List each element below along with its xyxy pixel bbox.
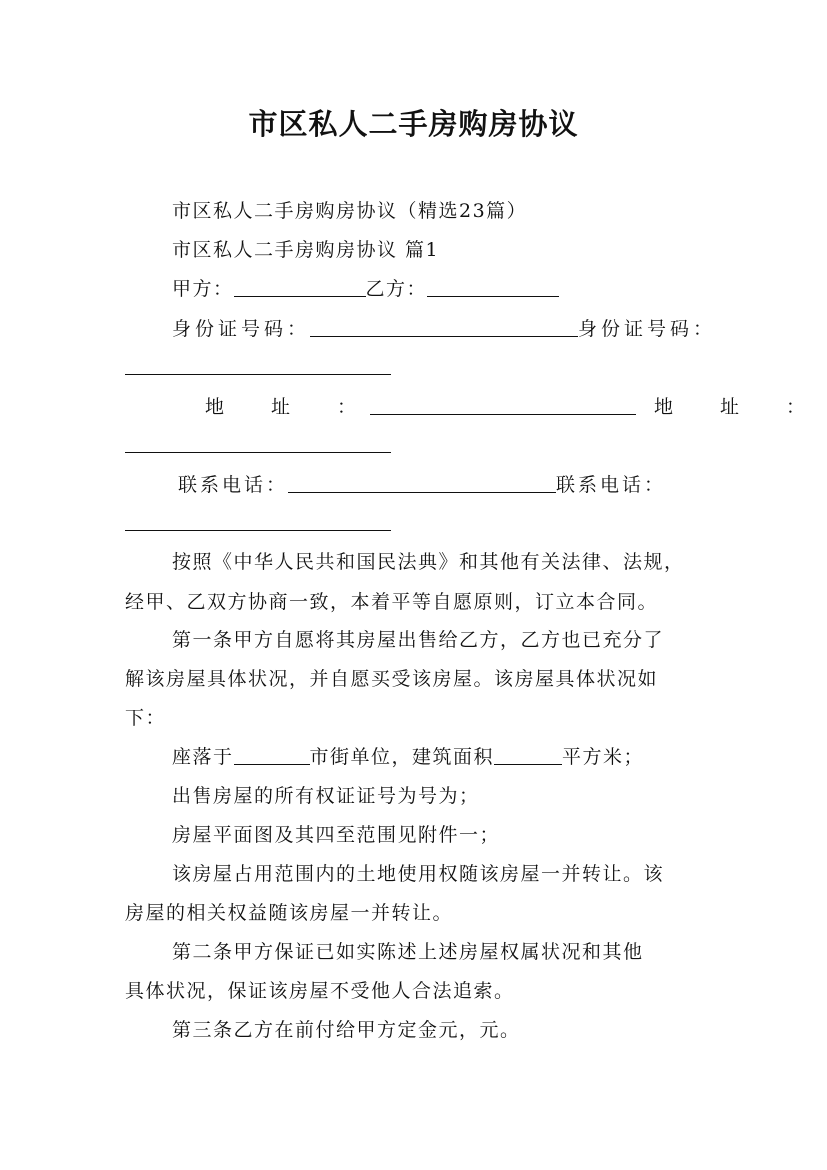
location-mid: 市街单位，建筑面积 xyxy=(309,746,495,768)
location-blank[interactable] xyxy=(234,744,310,765)
id-label-b: 身份证号码： xyxy=(578,318,717,340)
phone-b-blank[interactable] xyxy=(125,530,391,531)
parties-line xyxy=(172,276,559,302)
paragraph-3-line-2: 房屋的相关权益随该房屋一并转让。 xyxy=(125,902,454,924)
address-label-b: 地 址 ： xyxy=(654,396,820,418)
address-label-a: 地 址 ： xyxy=(205,396,371,418)
location-suffix: 平方米； xyxy=(562,746,645,768)
paragraph-2-line-1: 第一条甲方自愿将其房屋出售给乙方，乙方也已充分了 xyxy=(172,629,665,651)
paragraph-4-line-2: 具体状况，保证该房屋不受他人合法追索。 xyxy=(125,980,515,1002)
phone-label-a: 联系电话： xyxy=(178,474,289,496)
area-blank[interactable] xyxy=(494,744,562,765)
paragraph-1-line-1: 按照《中华人民共和国民法典》和其他有关法律、法规， xyxy=(172,551,685,573)
document-title: 市区私人二手房购房协议 xyxy=(248,107,579,141)
party-a-blank[interactable] xyxy=(234,276,366,297)
paragraph-4-line-1: 第二条甲方保证已如实陈述上述房屋权属状况和其他 xyxy=(172,941,644,963)
paragraph-3-line-1: 该房屋占用范围内的土地使用权随该房屋一并转让。该 xyxy=(172,863,665,885)
party-b-label: 乙方： xyxy=(365,278,428,300)
id-b-blank[interactable] xyxy=(125,374,391,375)
party-b-blank[interactable] xyxy=(427,276,559,297)
address-line xyxy=(205,394,819,420)
location-line xyxy=(172,744,644,770)
paragraph-2-line-2: 解该房屋具体状况，并自愿买受该房屋。该房屋具体状况如 xyxy=(125,668,659,690)
certificate-line: 出售房屋的所有权证证号为号为； xyxy=(172,785,480,807)
paragraph-1-line-2: 经甲、乙双方协商一致，本着平等自愿原则，订立本合同。 xyxy=(125,591,659,613)
phone-label-b: 联系电话： xyxy=(556,474,667,496)
floor-plan-line: 房屋平面图及其四至范围见附件一； xyxy=(172,824,501,846)
paragraph-2-line-3: 下： xyxy=(125,707,167,729)
address-b-blank[interactable] xyxy=(125,452,391,453)
document-subtitle: 市区私人二手房购房协议（精选23篇） xyxy=(172,200,528,222)
address-a-blank[interactable] xyxy=(370,394,636,415)
location-prefix: 座落于 xyxy=(172,746,234,768)
id-line xyxy=(172,316,716,342)
phone-line xyxy=(178,472,666,498)
id-label-a: 身份证号码： xyxy=(172,318,311,340)
section-heading: 市区私人二手房购房协议 篇1 xyxy=(172,239,440,261)
party-a-label: 甲方： xyxy=(172,278,234,300)
id-a-blank[interactable] xyxy=(310,316,578,337)
phone-a-blank[interactable] xyxy=(288,472,556,493)
paragraph-5-line-1: 第三条乙方在前付给甲方定金元，元。 xyxy=(172,1019,521,1041)
